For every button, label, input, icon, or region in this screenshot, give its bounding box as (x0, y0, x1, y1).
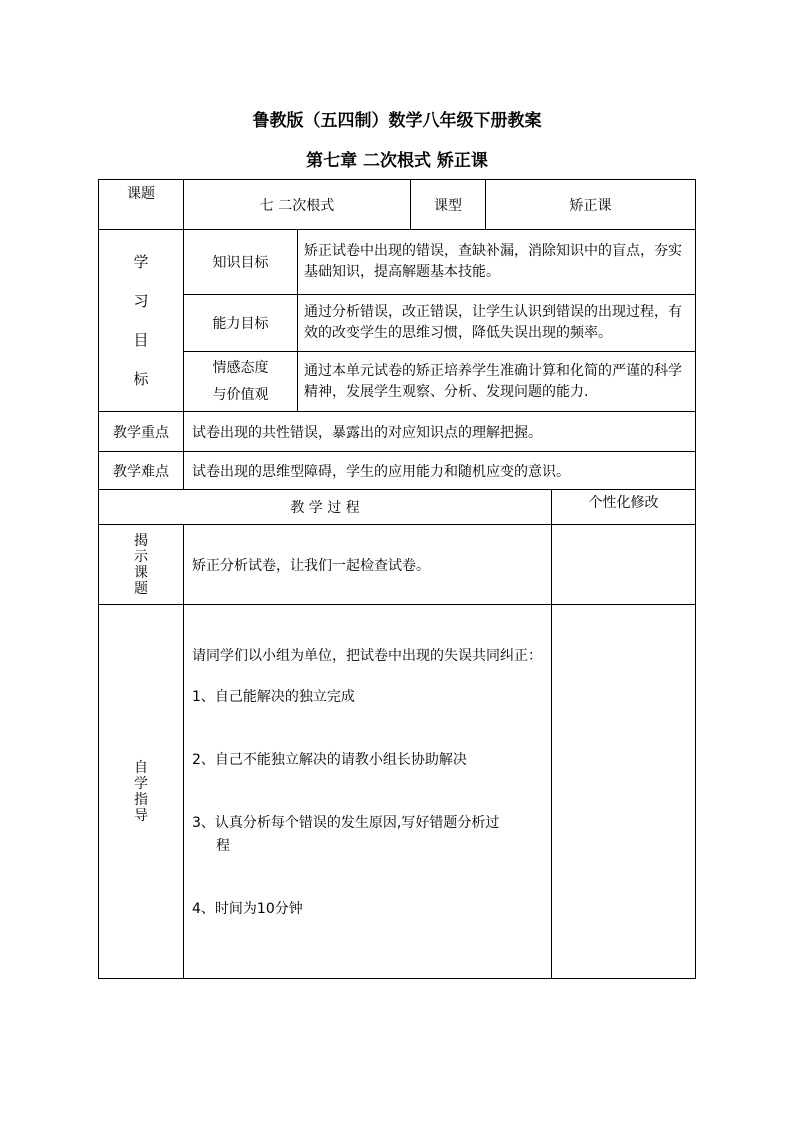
difficulty-text: 试卷出现的思维型障碍，学生的应用能力和随机应变的意识。 (184, 452, 696, 490)
topic-row (99, 180, 696, 230)
self-study-section-row (99, 605, 696, 979)
step-3: 3、认真分析每个错误的发生原因,写好错题分析过 (192, 815, 500, 831)
ability-goal-label: 能力目标 (184, 295, 298, 352)
process-header-row (99, 490, 696, 525)
goals-char: 学 (133, 252, 149, 271)
step-4: 4、时间为10分钟 (192, 901, 303, 917)
chapter-title: 第七章 二次根式 矫正课 (306, 151, 488, 171)
document-title: 鲁教版（五四制）数学八年级下册教案 (252, 111, 542, 131)
emotion-goal-label (184, 352, 298, 412)
section-char: 揭 (134, 532, 148, 549)
process-header: 教 学 过 程 (99, 490, 552, 525)
intro-section-row (99, 525, 696, 605)
goals-char: 标 (133, 369, 149, 388)
goals-char: 习 (133, 291, 149, 310)
lesson-plan-table (98, 179, 696, 979)
key-point-row (99, 412, 696, 452)
topic-value: 七 二次根式 (184, 180, 411, 230)
type-label: 课型 (411, 180, 486, 230)
emotion-goal-label-line2: 与价值观 (212, 386, 269, 403)
reveal-topic-text: 矫正分析试卷，让我们一起检查试卷。 (184, 525, 552, 605)
self-study-label (99, 605, 184, 979)
goal-row-knowledge (99, 230, 696, 295)
emotion-goal-label-line1: 情感态度 (212, 359, 269, 376)
key-point-label: 教学重点 (99, 412, 184, 452)
section-char: 题 (134, 580, 148, 597)
goal-row-ability (99, 295, 696, 352)
step-1: 1、自己能解决的独立完成 (192, 689, 355, 705)
knowledge-goal-label: 知识目标 (184, 230, 298, 295)
section-char: 自 (134, 759, 148, 776)
personal-revision-cell (552, 525, 696, 605)
self-study-intro: 请同学们以小组为单位，把试卷中出现的失误共同纠正： (192, 648, 542, 664)
topic-label: 课题 (99, 180, 184, 230)
reveal-topic-label (99, 525, 184, 605)
step-2: 2、自己不能独立解决的请教小组长协助解决 (192, 752, 467, 768)
section-char: 学 (134, 775, 148, 792)
step-3-continued: 程 (216, 838, 230, 854)
personal-revision-header: 个性化修改 (552, 490, 696, 525)
self-study-content (184, 605, 552, 979)
emotion-goal-text: 通过本单元试卷的矫正培养学生准确计算和化简的严谨的科学精神，发展学生观察、分析、发现问题的能力. (298, 352, 696, 412)
section-char: 示 (134, 548, 148, 565)
ability-goal-text: 通过分析错误，改正错误，让学生认识到错误的出现过程，有效的改变学生的思维习惯，降低失误出现的频率。 (298, 295, 696, 352)
section-char: 指 (134, 791, 148, 808)
goals-char: 目 (133, 330, 149, 349)
section-char: 导 (134, 807, 148, 824)
key-point-text: 试卷出现的共性错误，暴露出的对应知识点的理解把握。 (184, 412, 696, 452)
section-char: 课 (134, 564, 148, 581)
type-value: 矫正课 (486, 180, 696, 230)
goal-row-emotion (99, 352, 696, 412)
learning-goals-label (99, 230, 184, 412)
knowledge-goal-text: 矫正试卷中出现的错误，查缺补漏，消除知识中的盲点，夯实基础知识，提高解题基本技能。 (298, 230, 696, 295)
personal-revision-cell (552, 605, 696, 979)
difficulty-label: 教学难点 (99, 452, 184, 490)
difficulty-row (99, 452, 696, 490)
